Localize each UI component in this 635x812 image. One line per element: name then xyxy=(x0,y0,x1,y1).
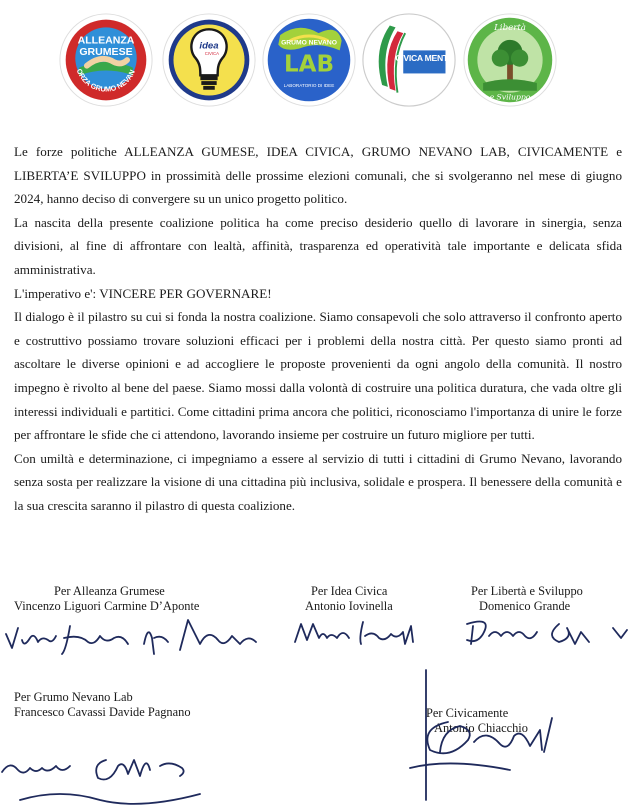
alleanza-grumese-logo xyxy=(58,12,154,108)
signature-label: Per Idea Civica xyxy=(311,584,388,598)
alleanza-logo-ring-text: ORZA GRUMO NEVAN xyxy=(74,67,137,94)
liberta-sviluppo-logo xyxy=(462,12,558,108)
signature-block-alleanza xyxy=(14,584,199,614)
paragraph-intro: Le forze politiche ALLEANZA GUMESE, IDEA CIVICA, GRUMO NEVANO LAB, CIVICAMENTE e LIBERTA’E SVILUPPO in prossimità delle prossime elezioni comunali, che si svolgeranno nel mese di giugno 2024, hanno deciso di convergere su un unico progetto politico. xyxy=(14,144,622,207)
civicamente-logo xyxy=(361,12,457,108)
handwritten-signature xyxy=(293,616,433,650)
paragraph-dialogue: Il dialogo è il pilastro su cui si fonda la nostra coalizione. Siamo consapevoli che solo attraverso il confronto aperto e costruttivo possiamo trovare soluzioni efficaci per i problemi della nostra città. Per questo siamo pronti ad ascoltare le diverse opinioni e ad accogliere le proposte provenienti da ogni angolo della comunità. Il nostro impegno è rivolto al bene del paese. Siamo mossi dalla volontà di costruire una politica duratura, che vada oltre gli interessi individuali e partitici. Come cittadini prima ancora che politici, riconosciamo l'importanza di unire le forze per affrontare le sfide che ci attendono, lavorando insieme per costruire un futuro migliore per tutti. xyxy=(14,309,622,443)
lab-logo-bottom-text: LABORATORIO DI IDEE xyxy=(283,82,335,88)
signatory-names: Francesco Cavassi Davide Pagnano xyxy=(14,705,191,719)
paragraph-coalition-purpose: La nascita della presente coalizione politica ha come preciso desiderio quello di lavorare in sinergia, senza divisioni, al fine di affrontare con lealtà, affinità, trasparenza ed operatività tale importante e delicata sfida amministrativa. xyxy=(14,214,622,277)
signature-block-idea-civica xyxy=(305,584,393,614)
signature-label: Per Libertà e Sviluppo xyxy=(471,584,583,598)
grumo-nevano-lab-logo xyxy=(261,12,357,108)
signature-label: Per Civicamente xyxy=(426,706,509,720)
signatory-names: Domenico Grande xyxy=(479,599,571,613)
lab-logo-top-text: GRUMO NEVANO xyxy=(281,39,337,47)
paragraph-motto: L'imperativo e': VINCERE PER GOVERNARE! xyxy=(14,285,272,301)
handwritten-signature xyxy=(390,670,590,810)
signature-block-liberta-sviluppo xyxy=(471,584,583,614)
signatory-names: Vincenzo Liguori Carmine D’Aponte xyxy=(14,599,200,613)
idea-civica-logo xyxy=(161,12,257,108)
liberta-logo-top-text: Libertà xyxy=(494,23,526,34)
civicamente-logo-text: CIVICA MENTE xyxy=(395,52,454,63)
idea-logo-subtext: CIVICA xyxy=(204,51,220,57)
idea-logo-text: idea xyxy=(199,40,219,52)
alleanza-logo-line1: ALLEANZA xyxy=(77,34,135,47)
coalition-statement xyxy=(14,140,622,518)
party-logos-row xyxy=(58,12,558,112)
signature-label: Per Grumo Nevano Lab xyxy=(14,690,133,704)
handwritten-signature xyxy=(463,614,633,654)
signatory-names: Antonio Iovinella xyxy=(305,599,393,613)
signature-block-civicamente xyxy=(426,706,528,736)
liberta-logo-bottom-text: e Sviluppo xyxy=(489,92,531,102)
signature-block-grumo-nevano-lab xyxy=(14,690,191,720)
signatory-names: Antonio Chiacchio xyxy=(434,721,528,735)
alleanza-logo-line2: GRUMESE xyxy=(79,46,133,59)
handwritten-signature xyxy=(4,614,264,664)
lab-logo-text: LAB xyxy=(283,51,335,78)
signature-label: Per Alleanza Grumese xyxy=(54,584,165,598)
paragraph-commitment: Con umiltà e determinazione, ci impegniamo a essere al servizio di tutti i cittadini di Grumo Nevano, lavorando senza sosta per realizzare la visione di una cittadina più inclusiva, solidale e prospera. Il benessere della comunità e la sua crescita saranno il pilastro di questa coalizione. xyxy=(14,450,622,513)
handwritten-signature xyxy=(0,730,220,812)
